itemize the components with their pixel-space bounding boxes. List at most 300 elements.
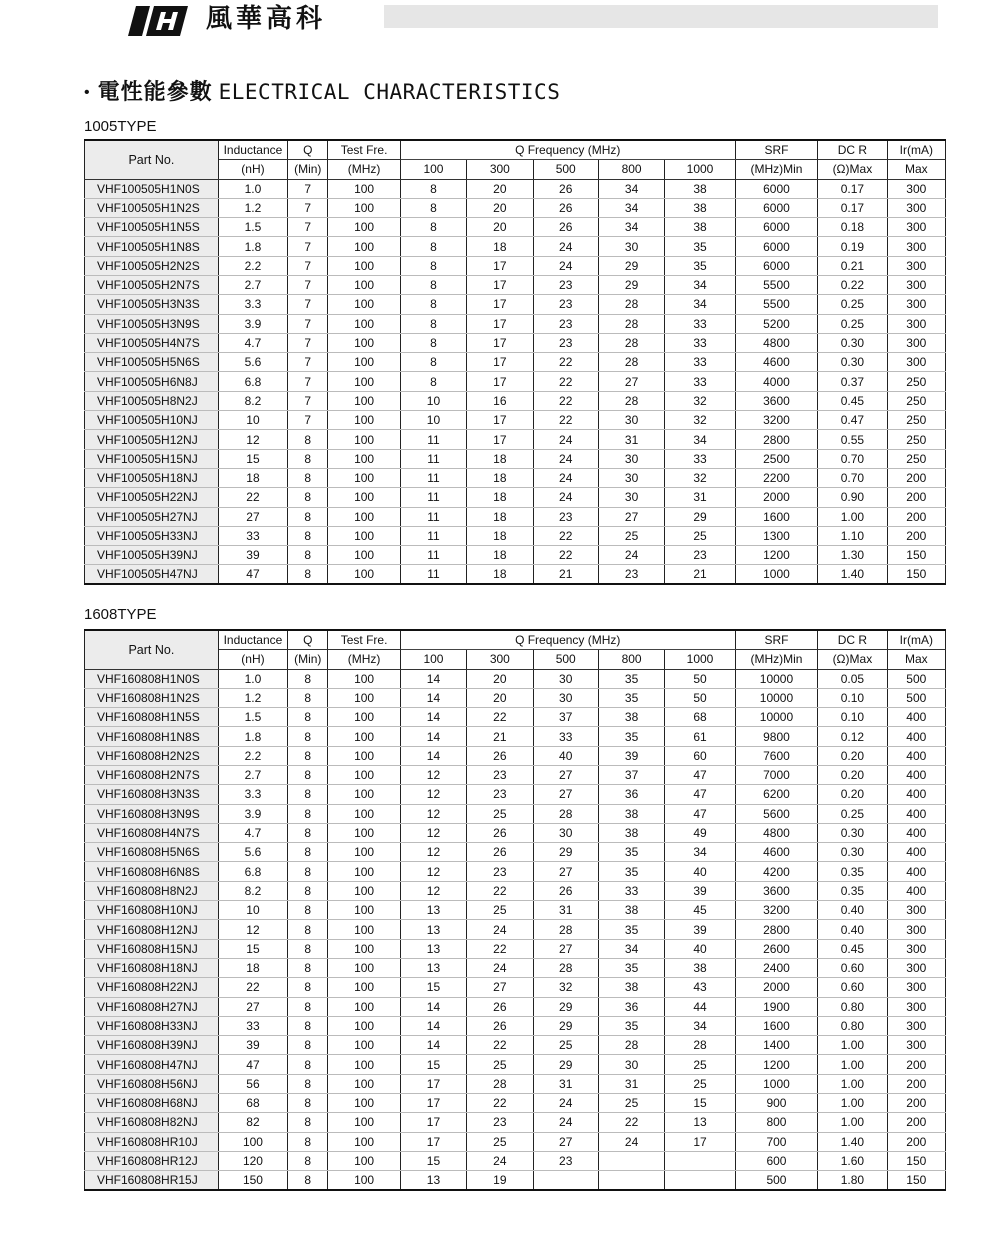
table-cell: 61 xyxy=(665,727,735,746)
table-row xyxy=(85,978,946,997)
table-cell: 8 xyxy=(288,862,328,881)
table-cell: 8 xyxy=(288,997,328,1016)
table-cell: 3200 xyxy=(735,901,817,920)
table-cell: 31 xyxy=(533,901,598,920)
header-q-frequency: Q Frequency (MHz) xyxy=(400,630,735,650)
table-cell: 28 xyxy=(598,391,664,410)
part-number-cell: VHF100505H39NJ xyxy=(85,546,219,565)
table-cell: 250 xyxy=(887,372,945,391)
part-number-cell: VHF160808H39NJ xyxy=(85,1036,219,1055)
table-cell: 2500 xyxy=(735,449,817,468)
table-cell: 28 xyxy=(533,958,598,977)
table-cell: 1200 xyxy=(735,546,817,565)
table-row xyxy=(85,449,946,468)
table-cell: 12 xyxy=(400,765,466,784)
table-cell: 0.12 xyxy=(818,727,887,746)
table-cell: 17 xyxy=(467,353,533,372)
table-cell: 0.37 xyxy=(818,372,887,391)
table-cell: 60 xyxy=(665,746,735,765)
table-cell: 8 xyxy=(288,1055,328,1074)
table-cell: 13 xyxy=(665,1113,735,1132)
table-row xyxy=(85,785,946,804)
table-cell: 8 xyxy=(288,1113,328,1132)
table-cell: 400 xyxy=(887,765,945,784)
table-cell xyxy=(665,1151,735,1170)
table-cell: 38 xyxy=(665,958,735,977)
table-cell: 12 xyxy=(400,881,466,900)
company-logo-icon xyxy=(128,6,188,36)
table-cell: 7600 xyxy=(735,746,817,765)
table-cell: 100 xyxy=(328,449,400,468)
table-cell: 5200 xyxy=(735,314,817,333)
table-cell: 27 xyxy=(533,785,598,804)
header-q: Q xyxy=(288,630,328,650)
table-cell: 400 xyxy=(887,804,945,823)
table-cell: 500 xyxy=(887,688,945,707)
part-number-cell: VHF160808H3N3S xyxy=(85,785,219,804)
header-freq-1: 300 xyxy=(467,650,533,670)
table-cell: 800 xyxy=(735,1113,817,1132)
table-row xyxy=(85,1016,946,1035)
table-cell: 23 xyxy=(665,546,735,565)
part-number-cell: VHF100505H5N6S xyxy=(85,353,219,372)
table-cell: 28 xyxy=(665,1036,735,1055)
table-cell: 29 xyxy=(533,1016,598,1035)
table-cell: 1600 xyxy=(735,1016,817,1035)
table-cell: 100 xyxy=(328,430,400,449)
table-cell: 400 xyxy=(887,881,945,900)
table-cell: 30 xyxy=(598,449,664,468)
table-cell: 18 xyxy=(467,546,533,565)
table-cell: 0.30 xyxy=(818,843,887,862)
table-cell: 5500 xyxy=(735,295,817,314)
table-row xyxy=(85,765,946,784)
table-cell: 18 xyxy=(467,565,533,584)
part-number-cell: VHF160808H1N0S xyxy=(85,669,219,688)
table-cell: 43 xyxy=(665,978,735,997)
table-cell: 25 xyxy=(665,1055,735,1074)
table-cell: 8 xyxy=(400,314,466,333)
table-cell: 8 xyxy=(400,275,466,294)
table-cell: 2800 xyxy=(735,920,817,939)
part-number-cell: VHF100505H3N9S xyxy=(85,314,219,333)
table-cell: 12 xyxy=(400,823,466,842)
bullet: • xyxy=(84,84,90,101)
table-cell: 600 xyxy=(735,1151,817,1170)
table-cell: 22 xyxy=(533,546,598,565)
table-cell: 7 xyxy=(288,237,328,256)
table-cell: 8 xyxy=(288,430,328,449)
table-row xyxy=(85,526,946,545)
table-cell: 0.80 xyxy=(818,1016,887,1035)
table-cell: 29 xyxy=(665,507,735,526)
table-cell: 200 xyxy=(887,526,945,545)
table-cell: 8 xyxy=(288,727,328,746)
table-cell: 4.7 xyxy=(218,823,287,842)
table-cell: 24 xyxy=(533,430,598,449)
table-cell: 2.7 xyxy=(218,765,287,784)
table-cell: 23 xyxy=(467,785,533,804)
table-row xyxy=(85,669,946,688)
table-cell: 8 xyxy=(288,507,328,526)
header-ir: Ir(mA) xyxy=(887,140,945,160)
table-cell: 5600 xyxy=(735,804,817,823)
table-row xyxy=(85,314,946,333)
header-inductance-unit: (nH) xyxy=(218,160,287,180)
header-freq-3: 800 xyxy=(598,160,664,180)
table-cell: 2.7 xyxy=(218,275,287,294)
table-cell: 10 xyxy=(400,391,466,410)
table-cell: 33 xyxy=(665,449,735,468)
table-cell: 1.40 xyxy=(818,565,887,584)
table-cell: 32 xyxy=(533,978,598,997)
table-cell: 8 xyxy=(288,1171,328,1190)
table-cell: 14 xyxy=(400,669,466,688)
table-cell: 1.80 xyxy=(818,1171,887,1190)
header-test-fre-unit: (MHz) xyxy=(328,160,400,180)
table-cell: 35 xyxy=(665,237,735,256)
table-cell: 8 xyxy=(288,843,328,862)
table-cell: 11 xyxy=(400,468,466,487)
table-cell: 8 xyxy=(400,372,466,391)
table-cell: 30 xyxy=(598,411,664,430)
table-cell: 29 xyxy=(598,256,664,275)
table-cell: 150 xyxy=(887,546,945,565)
table-cell: 68 xyxy=(665,708,735,727)
table-cell: 6.8 xyxy=(218,372,287,391)
table-cell: 6000 xyxy=(735,237,817,256)
table-cell: 11 xyxy=(400,526,466,545)
table-cell: 300 xyxy=(887,237,945,256)
table-cell: 8 xyxy=(288,688,328,707)
table-cell: 25 xyxy=(467,1055,533,1074)
table-cell: 300 xyxy=(887,218,945,237)
table-cell: 100 xyxy=(328,688,400,707)
table-cell: 20 xyxy=(467,218,533,237)
table-cell: 100 xyxy=(328,958,400,977)
table-cell: 17 xyxy=(467,411,533,430)
table-cell: 20 xyxy=(467,179,533,198)
table-cell: 3.3 xyxy=(218,295,287,314)
part-number-cell: VHF100505H1N5S xyxy=(85,218,219,237)
table-cell: 200 xyxy=(887,1094,945,1113)
part-number-cell: VHF100505H2N2S xyxy=(85,256,219,275)
table-cell: 8 xyxy=(400,295,466,314)
table-cell: 1.00 xyxy=(818,1113,887,1132)
table-cell: 6000 xyxy=(735,218,817,237)
table-cell: 0.35 xyxy=(818,881,887,900)
table-cell: 100 xyxy=(328,353,400,372)
table-cell: 3200 xyxy=(735,411,817,430)
table-cell: 8 xyxy=(288,920,328,939)
table-row xyxy=(85,997,946,1016)
table-cell: 28 xyxy=(598,295,664,314)
table-cell: 25 xyxy=(598,526,664,545)
table-cell: 34 xyxy=(665,430,735,449)
table-cell: 23 xyxy=(533,275,598,294)
header-test-fre-unit: (MHz) xyxy=(328,650,400,670)
table-cell: 4800 xyxy=(735,823,817,842)
part-number-cell: VHF100505H33NJ xyxy=(85,526,219,545)
table-cell: 31 xyxy=(665,488,735,507)
part-number-cell: VHF100505H22NJ xyxy=(85,488,219,507)
table-cell: 5.6 xyxy=(218,843,287,862)
table-cell: 47 xyxy=(218,1055,287,1074)
table-cell: 16 xyxy=(467,391,533,410)
header-freq-4: 1000 xyxy=(665,650,735,670)
table-cell: 7 xyxy=(288,372,328,391)
table-row xyxy=(85,746,946,765)
table-cell: 1300 xyxy=(735,526,817,545)
table-cell: 8 xyxy=(288,785,328,804)
table-row xyxy=(85,256,946,275)
header-freq-0: 100 xyxy=(400,160,466,180)
part-number-cell: VHF100505H15NJ xyxy=(85,449,219,468)
table-cell: 21 xyxy=(467,727,533,746)
table-cell: 33 xyxy=(665,333,735,352)
table-cell: 18 xyxy=(467,526,533,545)
table-cell: 28 xyxy=(598,333,664,352)
table-cell: 100 xyxy=(328,881,400,900)
table-cell: 38 xyxy=(665,179,735,198)
table-cell: 45 xyxy=(665,901,735,920)
table-cell: 4600 xyxy=(735,353,817,372)
table-cell: 14 xyxy=(400,708,466,727)
table-cell: 900 xyxy=(735,1094,817,1113)
table-cell: 34 xyxy=(598,939,664,958)
table-cell: 7 xyxy=(288,218,328,237)
table-cell: 8 xyxy=(288,565,328,584)
part-number-cell: VHF160808H2N2S xyxy=(85,746,219,765)
part-number-cell: VHF160808H1N2S xyxy=(85,688,219,707)
table-cell: 11 xyxy=(400,430,466,449)
table-cell: 4000 xyxy=(735,372,817,391)
table-cell: 0.17 xyxy=(818,198,887,217)
spec-table-1005 xyxy=(84,139,946,585)
table-cell: 11 xyxy=(400,488,466,507)
table-cell: 0.70 xyxy=(818,449,887,468)
table-cell: 25 xyxy=(665,1074,735,1093)
table-cell: 1900 xyxy=(735,997,817,1016)
table-cell: 1.8 xyxy=(218,237,287,256)
table-cell: 17 xyxy=(467,275,533,294)
table-cell: 47 xyxy=(218,565,287,584)
table-cell: 37 xyxy=(598,765,664,784)
table-cell: 2000 xyxy=(735,488,817,507)
table-cell: 100 xyxy=(328,939,400,958)
table-cell: 29 xyxy=(533,843,598,862)
table-cell: 0.20 xyxy=(818,785,887,804)
table-cell: 150 xyxy=(887,565,945,584)
table-cell: 8 xyxy=(288,708,328,727)
table-row xyxy=(85,353,946,372)
table-cell: 35 xyxy=(598,669,664,688)
table-cell: 33 xyxy=(598,881,664,900)
table-cell: 37 xyxy=(533,708,598,727)
table-cell: 34 xyxy=(598,218,664,237)
table-cell: 100 xyxy=(328,333,400,352)
part-number-cell: VHF160808H12NJ xyxy=(85,920,219,939)
header-row-1 xyxy=(85,140,946,160)
table-cell: 100 xyxy=(328,765,400,784)
table-cell: 100 xyxy=(328,823,400,842)
table-cell: 100 xyxy=(328,411,400,430)
table-row xyxy=(85,430,946,449)
part-number-cell: VHF160808HR12J xyxy=(85,1151,219,1170)
table-cell: 38 xyxy=(665,198,735,217)
table-row xyxy=(85,1036,946,1055)
table-cell: 22 xyxy=(533,372,598,391)
table-cell: 700 xyxy=(735,1132,817,1151)
table-cell: 34 xyxy=(598,198,664,217)
table-cell: 17 xyxy=(467,314,533,333)
table-cell: 8 xyxy=(288,1016,328,1035)
table-cell: 3.9 xyxy=(218,804,287,823)
table-cell: 8 xyxy=(288,526,328,545)
table-cell: 22 xyxy=(467,1094,533,1113)
table-cell: 14 xyxy=(400,997,466,1016)
table-cell: 17 xyxy=(467,256,533,275)
table-cell: 15 xyxy=(400,978,466,997)
table-cell: 22 xyxy=(598,1113,664,1132)
table-cell: 33 xyxy=(665,314,735,333)
table-cell: 25 xyxy=(598,1094,664,1113)
part-number-cell: VHF160808H5N6S xyxy=(85,843,219,862)
table-row xyxy=(85,295,946,314)
table-cell: 200 xyxy=(887,1074,945,1093)
table-cell: 8 xyxy=(288,765,328,784)
table-cell: 100 xyxy=(328,218,400,237)
header-srf: SRF xyxy=(735,630,817,650)
section-title-cn: 電性能參數 xyxy=(97,80,213,105)
table-cell: 23 xyxy=(533,1151,598,1170)
header-ir: Ir(mA) xyxy=(887,630,945,650)
table-cell: 26 xyxy=(533,179,598,198)
table-cell: 1.30 xyxy=(818,546,887,565)
table-cell: 7 xyxy=(288,275,328,294)
table-cell: 100 xyxy=(328,391,400,410)
table-cell: 100 xyxy=(328,314,400,333)
table-cell: 6200 xyxy=(735,785,817,804)
table-cell: 32 xyxy=(665,391,735,410)
table-cell: 17 xyxy=(467,430,533,449)
table-cell: 1000 xyxy=(735,565,817,584)
table-cell: 100 xyxy=(328,785,400,804)
table-body xyxy=(85,669,946,1190)
table-cell: 82 xyxy=(218,1113,287,1132)
table-cell: 300 xyxy=(887,179,945,198)
table-cell: 26 xyxy=(467,843,533,862)
table-cell: 22 xyxy=(218,488,287,507)
table-row xyxy=(85,688,946,707)
table-cell: 400 xyxy=(887,843,945,862)
table-cell: 24 xyxy=(533,1094,598,1113)
table-cell: 27 xyxy=(598,372,664,391)
table-cell: 0.25 xyxy=(818,314,887,333)
table-cell: 23 xyxy=(533,333,598,352)
part-number-cell: VHF100505H47NJ xyxy=(85,565,219,584)
table-cell: 13 xyxy=(400,920,466,939)
table-cell: 0.21 xyxy=(818,256,887,275)
table-cell: 0.05 xyxy=(818,669,887,688)
table-cell: 12 xyxy=(218,430,287,449)
table-cell: 1400 xyxy=(735,1036,817,1055)
table-cell: 0.25 xyxy=(818,295,887,314)
table-row xyxy=(85,507,946,526)
table-cell: 27 xyxy=(218,997,287,1016)
table-cell: 5.6 xyxy=(218,353,287,372)
table-cell: 8 xyxy=(400,218,466,237)
table-row xyxy=(85,1151,946,1170)
table-cell: 1.00 xyxy=(818,1094,887,1113)
table-cell: 1200 xyxy=(735,1055,817,1074)
table-row xyxy=(85,179,946,198)
table-cell: 100 xyxy=(328,179,400,198)
brand-name: 風華高科 xyxy=(206,4,327,34)
table-cell: 21 xyxy=(533,565,598,584)
header-test-fre: Test Fre. xyxy=(328,630,400,650)
table-cell: 100 xyxy=(328,256,400,275)
table-cell: 0.30 xyxy=(818,353,887,372)
table-cell: 28 xyxy=(533,804,598,823)
table-cell: 0.60 xyxy=(818,958,887,977)
table-cell: 100 xyxy=(328,727,400,746)
table-cell: 0.18 xyxy=(818,218,887,237)
table-row xyxy=(85,958,946,977)
part-number-cell: VHF160808H8N2J xyxy=(85,881,219,900)
table-header xyxy=(85,630,946,669)
table-cell: 27 xyxy=(533,765,598,784)
table-cell: 34 xyxy=(665,1016,735,1035)
table-cell: 17 xyxy=(665,1132,735,1151)
table-cell: 2000 xyxy=(735,978,817,997)
header-dcr: DC R xyxy=(818,140,887,160)
table-cell: 18 xyxy=(467,488,533,507)
header-inductance: Inductance xyxy=(218,630,287,650)
table-cell: 50 xyxy=(665,688,735,707)
table-cell: 28 xyxy=(533,920,598,939)
table-cell: 8 xyxy=(400,333,466,352)
table-cell: 0.20 xyxy=(818,746,887,765)
table-cell: 300 xyxy=(887,353,945,372)
header-inductance: Inductance xyxy=(218,140,287,160)
table-cell: 39 xyxy=(598,746,664,765)
table-cell: 22 xyxy=(467,939,533,958)
table-cell: 35 xyxy=(598,688,664,707)
table-cell: 4.7 xyxy=(218,333,287,352)
table-cell: 4800 xyxy=(735,333,817,352)
part-number-cell: VHF160808H6N8S xyxy=(85,862,219,881)
table-cell: 1.00 xyxy=(818,1074,887,1093)
table-cell: 8 xyxy=(288,1094,328,1113)
table-cell: 22 xyxy=(467,708,533,727)
table-cell: 0.22 xyxy=(818,275,887,294)
table-cell: 300 xyxy=(887,275,945,294)
table-cell: 30 xyxy=(598,237,664,256)
table-cell: 13 xyxy=(400,939,466,958)
table-cell: 25 xyxy=(467,804,533,823)
part-number-cell: VHF160808H4N7S xyxy=(85,823,219,842)
table-cell: 100 xyxy=(328,708,400,727)
table-body xyxy=(85,179,946,584)
table-cell: 23 xyxy=(467,862,533,881)
page-header xyxy=(0,0,1000,44)
header-q-frequency: Q Frequency (MHz) xyxy=(400,140,735,160)
table-cell: 4200 xyxy=(735,862,817,881)
table-cell: 25 xyxy=(467,901,533,920)
table-cell: 8 xyxy=(288,1036,328,1055)
table-cell: 34 xyxy=(665,295,735,314)
